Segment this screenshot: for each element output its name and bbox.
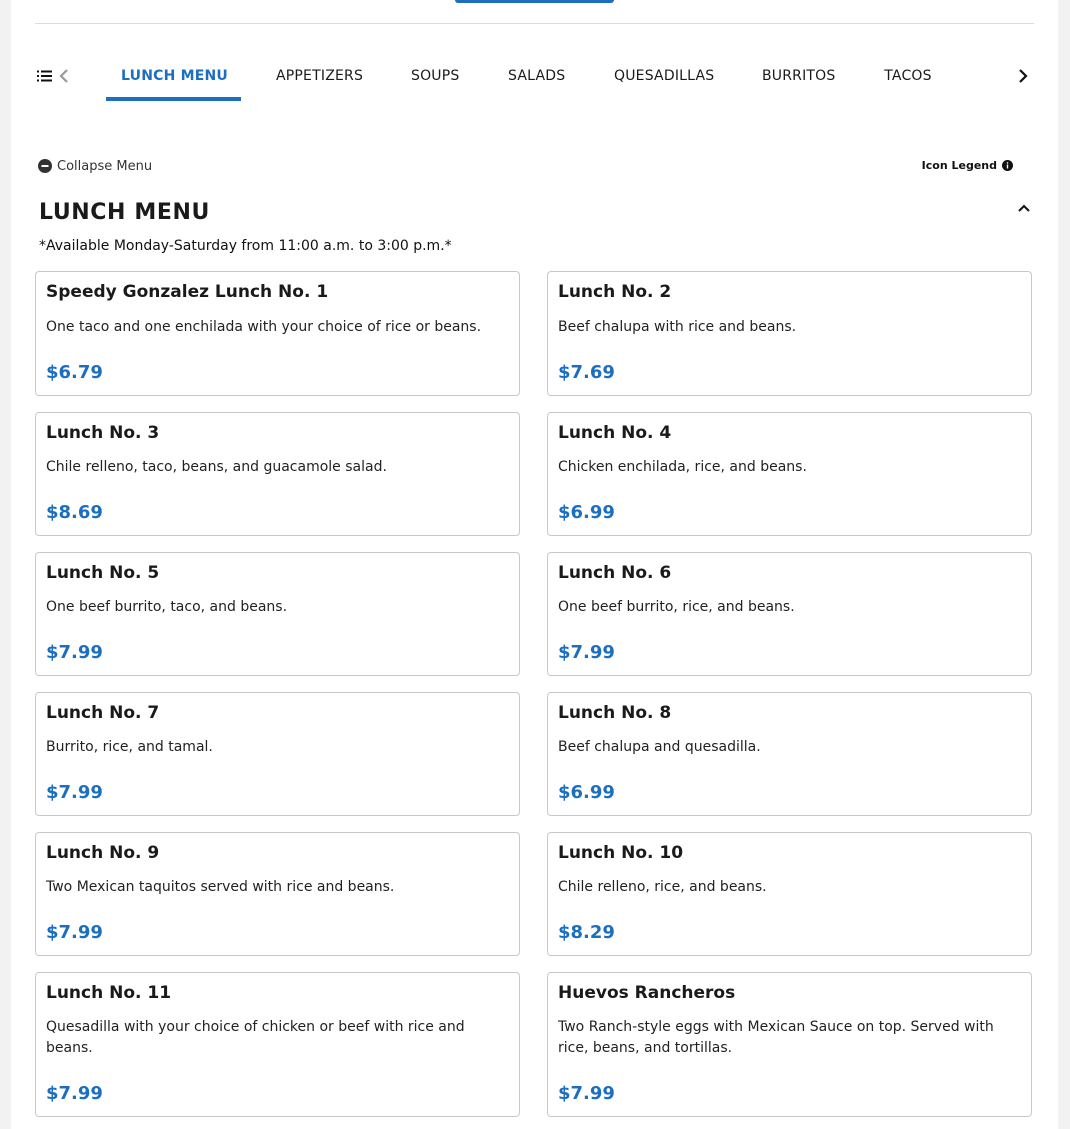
- menu-item-card[interactable]: [35, 271, 520, 396]
- chevron-right-icon[interactable]: [1017, 68, 1029, 84]
- menu-item-card[interactable]: [547, 552, 1032, 676]
- item-name: Lunch No. 2: [558, 282, 672, 302]
- item-description: Chile relleno, taco, beans, and guacamole salad.: [46, 459, 387, 475]
- item-description: Beef chalupa and quesadilla.: [558, 739, 761, 755]
- menu-item-card[interactable]: [547, 972, 1032, 1117]
- item-name: Lunch No. 6: [558, 563, 672, 583]
- availability-note: *Available Monday-Saturday from 11:00 a.m. to 3:00 p.m.*: [39, 238, 452, 254]
- item-price: $7.99: [46, 1083, 103, 1104]
- divider: [35, 23, 1034, 24]
- menu-item-card[interactable]: [35, 832, 520, 956]
- item-description: One taco and one enchilada with your choice of rice or beans.: [46, 319, 482, 335]
- item-name: Lunch No. 8: [558, 703, 672, 723]
- item-price: $7.99: [558, 1083, 615, 1104]
- item-description: One beef burrito, rice, and beans.: [558, 599, 795, 615]
- tab-burritos[interactable]: BURRITOS: [762, 68, 836, 84]
- menu-page: [11, 0, 1058, 1129]
- item-name: Lunch No. 3: [46, 423, 160, 443]
- item-price: $8.29: [558, 922, 615, 943]
- chevron-left-icon[interactable]: [58, 68, 70, 84]
- item-description: One beef burrito, taco, and beans.: [46, 599, 288, 615]
- menu-item-card[interactable]: [547, 271, 1032, 396]
- item-description: Chicken enchilada, rice, and beans.: [558, 459, 807, 475]
- minus-circle-icon: [38, 159, 52, 173]
- tab-tacos[interactable]: TACOS: [884, 68, 932, 84]
- item-description: Chile relleno, rice, and beans.: [558, 879, 767, 895]
- collapse-menu-label: Collapse Menu: [57, 158, 153, 174]
- menu-item-card[interactable]: [35, 412, 520, 536]
- list-icon[interactable]: [37, 70, 52, 82]
- item-name: Lunch No. 11: [46, 983, 172, 1003]
- tab-appetizers[interactable]: APPETIZERS: [276, 68, 364, 84]
- item-price: $7.99: [46, 642, 103, 663]
- menu-item-card[interactable]: [547, 832, 1032, 956]
- item-name: Speedy Gonzalez Lunch No. 1: [46, 282, 329, 302]
- menu-item-card[interactable]: [547, 692, 1032, 816]
- item-name: Lunch No. 10: [558, 843, 684, 863]
- menu-item-card[interactable]: [35, 972, 520, 1117]
- menu-item-card[interactable]: [35, 552, 520, 676]
- item-description: Quesadilla with your choice of chicken or beef with rice and beans.: [46, 1019, 465, 1056]
- item-name: Huevos Rancheros: [558, 983, 736, 1003]
- item-price: $6.99: [558, 782, 615, 803]
- tab-salads[interactable]: SALADS: [508, 68, 566, 84]
- section-title: LUNCH MENU: [39, 200, 210, 225]
- category-nav: [11, 52, 1058, 102]
- item-price: $7.99: [46, 782, 103, 803]
- tab-lunch-menu[interactable]: LUNCH MENU: [106, 52, 241, 100]
- item-name: Lunch No. 5: [46, 563, 160, 583]
- item-price: $7.99: [558, 642, 615, 663]
- item-description: Two Mexican taquitos served with rice and beans.: [46, 879, 395, 895]
- tab-soups[interactable]: SOUPS: [411, 68, 460, 84]
- chevron-up-icon[interactable]: [1017, 201, 1031, 215]
- tab-quesadillas[interactable]: QUESADILLAS: [614, 68, 715, 84]
- item-price: $7.69: [558, 362, 615, 383]
- item-description: Burrito, rice, and tamal.: [46, 739, 213, 755]
- item-price: $6.79: [46, 362, 103, 383]
- info-icon: [1002, 160, 1013, 171]
- item-name: Lunch No. 7: [46, 703, 160, 723]
- item-description: Beef chalupa with rice and beans.: [558, 319, 797, 335]
- top-tab-indicator: [455, 0, 614, 3]
- icon-legend-label: Icon Legend: [921, 158, 997, 172]
- item-price: $8.69: [46, 502, 103, 523]
- menu-item-card[interactable]: [547, 412, 1032, 536]
- item-name: Lunch No. 9: [46, 843, 160, 863]
- collapse-menu-button[interactable]: [38, 157, 152, 175]
- menu-item-card[interactable]: [35, 692, 520, 816]
- item-name: Lunch No. 4: [558, 423, 672, 443]
- item-description: Two Ranch-style eggs with Mexican Sauce on top. Served with rice, beans, and tortillas.: [558, 1019, 994, 1056]
- item-price: $7.99: [46, 922, 103, 943]
- item-price: $6.99: [558, 502, 615, 523]
- icon-legend-button[interactable]: [922, 156, 1013, 174]
